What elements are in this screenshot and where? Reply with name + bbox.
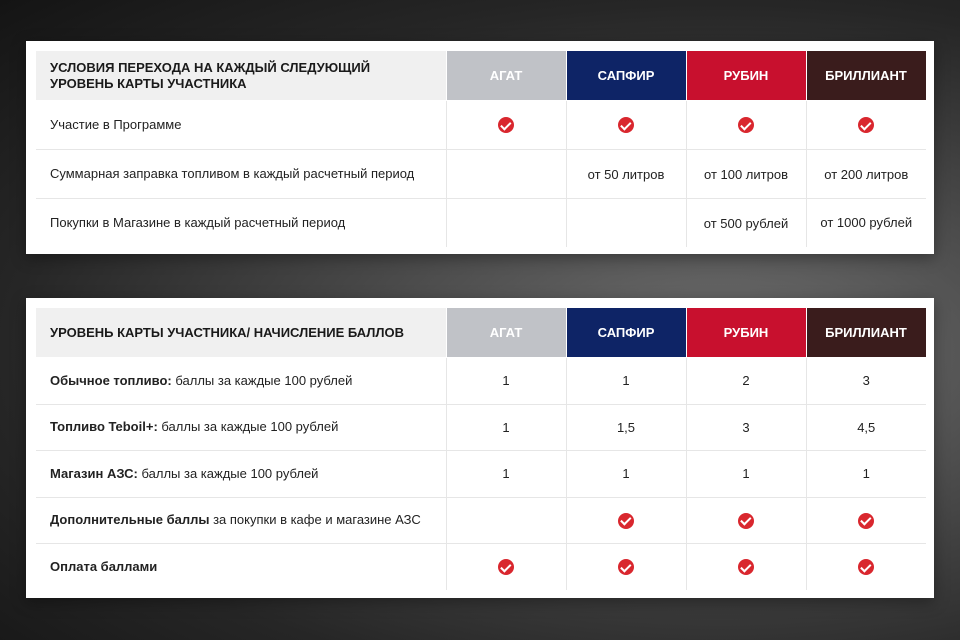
table-cell	[446, 150, 566, 199]
check-circle-icon	[498, 117, 514, 133]
table-cell	[686, 101, 806, 150]
table-cell: 4,5	[806, 404, 926, 451]
table-cell	[566, 199, 686, 248]
table-cell: 2	[686, 358, 806, 405]
table-cell: 1	[806, 451, 926, 498]
conditions-title: УСЛОВИЯ ПЕРЕХОДА НА КАЖДЫЙ СЛЕДУЮЩИЙ УРОВЕНЬ КАРТЫ УЧАСТНИКА	[36, 51, 446, 101]
table-cell: от 100 литров	[686, 150, 806, 199]
row-label: Обычное топливо: баллы за каждые 100 рублей	[36, 358, 446, 405]
points-header-row	[36, 308, 926, 358]
table-row	[36, 544, 926, 590]
conditions-table	[36, 50, 927, 247]
table-cell	[446, 101, 566, 150]
level-rubin-header: РУБИН	[686, 308, 806, 358]
row-label: Оплата баллами	[36, 544, 446, 590]
conditions-header-row	[36, 51, 926, 101]
level-agat-header: АГАТ	[446, 51, 566, 101]
table-cell	[566, 101, 686, 150]
table-row	[36, 150, 926, 199]
table-row	[36, 497, 926, 544]
points-table	[36, 307, 927, 590]
check-circle-icon	[738, 513, 754, 529]
check-circle-icon	[618, 513, 634, 529]
row-label: Магазин АЗС: баллы за каждые 100 рублей	[36, 451, 446, 498]
table-cell: от 1000 рублей	[820, 215, 913, 230]
check-circle-icon	[738, 117, 754, 133]
table-cell: 3	[686, 404, 806, 451]
level-agat-header: АГАТ	[446, 308, 566, 358]
table-cell: 1	[446, 451, 566, 498]
table-cell	[686, 544, 806, 590]
points-title: УРОВЕНЬ КАРТЫ УЧАСТНИКА/ НАЧИСЛЕНИЕ БАЛЛОВ	[36, 308, 446, 358]
check-circle-icon	[498, 559, 514, 575]
table-cell	[566, 497, 686, 544]
table-cell: от 500 рублей	[686, 199, 806, 248]
check-circle-icon	[618, 117, 634, 133]
level-brilliant-header: БРИЛЛИАНТ	[806, 51, 926, 101]
table-row	[36, 451, 926, 498]
check-circle-icon	[858, 117, 874, 133]
conditions-card	[26, 41, 934, 254]
table-cell	[686, 497, 806, 544]
row-label: Участие в Программе	[36, 101, 446, 150]
check-circle-icon	[858, 513, 874, 529]
table-cell	[446, 199, 566, 248]
level-sapfir-header: САПФИР	[566, 308, 686, 358]
table-cell: 1	[686, 451, 806, 498]
table-cell	[806, 544, 926, 590]
row-label: Дополнительные баллы за покупки в кафе и магазине АЗС	[36, 497, 446, 544]
check-circle-icon	[618, 559, 634, 575]
table-cell	[446, 497, 566, 544]
check-circle-icon	[738, 559, 754, 575]
table-cell	[806, 101, 926, 150]
table-cell	[566, 544, 686, 590]
table-cell: 1	[446, 404, 566, 451]
table-row	[36, 199, 926, 248]
table-cell: от 50 литров	[566, 150, 686, 199]
table-cell: 3	[806, 358, 926, 405]
table-row	[36, 404, 926, 451]
check-circle-icon	[858, 559, 874, 575]
row-label: Суммарная заправка топливом в каждый расчетный период	[36, 150, 446, 199]
table-cell	[446, 544, 566, 590]
level-brilliant-header: БРИЛЛИАНТ	[806, 308, 926, 358]
points-card	[26, 298, 934, 598]
table-row	[36, 358, 926, 405]
row-label: Покупки в Магазине в каждый расчетный период	[36, 199, 446, 248]
table-cell: 1	[566, 451, 686, 498]
level-sapfir-header: САПФИР	[566, 51, 686, 101]
table-cell	[806, 497, 926, 544]
table-cell: 1	[566, 358, 686, 405]
level-rubin-header: РУБИН	[686, 51, 806, 101]
table-row	[36, 101, 926, 150]
table-cell: от 200 литров	[806, 150, 926, 199]
table-cell: 1	[446, 358, 566, 405]
table-cell: 1,5	[566, 404, 686, 451]
row-label: Топливо Teboil+: баллы за каждые 100 рублей	[36, 404, 446, 451]
